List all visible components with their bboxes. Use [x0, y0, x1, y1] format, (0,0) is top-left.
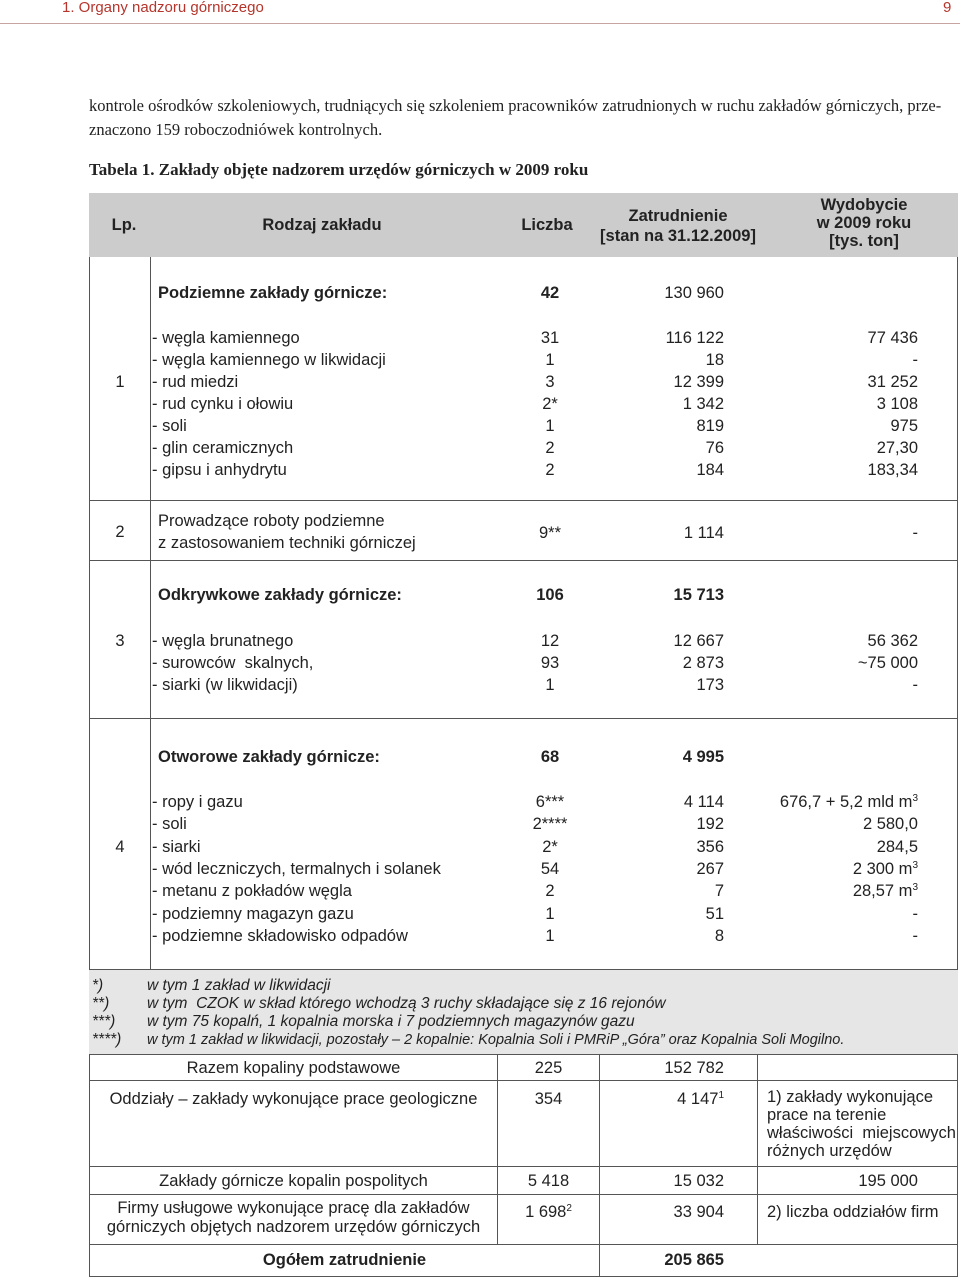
- group-1-employment: 130 960: [664, 284, 724, 302]
- table-row-count: 1: [545, 927, 555, 945]
- summary-geo-count: 354: [534, 1090, 563, 1108]
- table-row-employment: 1 342: [682, 395, 724, 413]
- table-row-count: 1: [545, 676, 555, 694]
- group-2-employment: 1 114: [683, 524, 724, 542]
- group-4-employment: 4 995: [682, 748, 724, 766]
- table-row-output: 56 362: [867, 632, 918, 650]
- table-row-count: 2: [545, 461, 555, 479]
- table-row-count: 54: [540, 860, 560, 878]
- running-header: [0, 0, 960, 24]
- table-row-label: - glin ceramicznych: [152, 439, 294, 457]
- lp-divider: [150, 257, 151, 970]
- table-row-output: 2 300 $m^3$: [852, 860, 918, 878]
- group-2-count: 9**: [538, 524, 562, 542]
- table-row-employment: 18: [705, 351, 724, 369]
- summary-total-label: Ogółem zatrudnienie: [262, 1251, 427, 1269]
- table-row-label: - rud cynku i ołowiu: [152, 395, 294, 413]
- table-row-employment: 2 873: [682, 654, 724, 672]
- table-row-label: - podziemny magazyn gazu: [152, 905, 354, 923]
- footnote-text: w tym 75 kopalń, 1 kopalnia morska i 7 podziemnych magazynów gazu: [147, 1013, 635, 1030]
- table-row-label: - siarki: [152, 838, 201, 856]
- table-row-output: 676,7 + 5,2 mld $m^3$: [779, 793, 918, 811]
- intro-paragraph: [89, 94, 951, 142]
- summary-common-output: 195 000: [858, 1172, 918, 1190]
- col-type: Rodzaj zakładu: [262, 216, 382, 234]
- table-row-output: 2 580,0: [862, 815, 918, 833]
- table-row-output: 284,5: [876, 838, 918, 856]
- table-row-output: 28,57 $m^3$: [852, 882, 918, 900]
- table-row-employment: 116 122: [665, 329, 724, 347]
- summary-row-divider: [89, 1244, 958, 1245]
- summary-basic-count: 225: [534, 1059, 563, 1077]
- group-4-heading: Otworowe zakłady górnicze:: [158, 748, 380, 766]
- summary-services-employment: 33 904: [673, 1203, 724, 1221]
- footnote-mark: ****): [92, 1031, 122, 1048]
- table-row-employment: 51: [705, 905, 724, 923]
- table-row-label: - soli: [152, 815, 187, 833]
- chapter-title: 1. Organy nadzoru górniczego: [62, 0, 264, 16]
- summary-geo-employment: 4 $147^1$: [677, 1090, 724, 1108]
- summary-basic-label: Razem kopaliny podstawowe: [186, 1059, 401, 1077]
- table-row-label: - węgla kamiennego w likwidacji: [152, 351, 386, 369]
- table-row-count: 31: [540, 329, 560, 347]
- table-row-label: - metanu z pokładów węgla: [152, 882, 352, 900]
- summary-services-note: 2) liczba oddziałów firm: [767, 1203, 939, 1221]
- table-row-label: - wód leczniczych, termalnych i solanek: [152, 860, 441, 878]
- summary-common-label: Zakłady górnicze kopalin pospolitych: [159, 1172, 428, 1190]
- table-row-employment: 819: [696, 417, 724, 435]
- table-row-count: 1: [545, 351, 555, 369]
- table-row-count: 3: [545, 373, 555, 391]
- table-border-right: [957, 257, 958, 970]
- summary-basic-employment: 152 782: [664, 1059, 724, 1077]
- summary-common-employment: 15 032: [673, 1172, 724, 1190]
- col-employment: Zatrudnienie [stan na 31.12.2009]: [600, 207, 756, 245]
- group-2-label-2: z zastosowaniem techniki górniczej: [158, 534, 416, 552]
- table-row-employment: 192: [696, 815, 724, 833]
- table-row-employment: 12 399: [673, 373, 724, 391]
- group-1-count: 42: [540, 284, 560, 302]
- group-2-lp: 2: [115, 523, 125, 541]
- table-row-output: -: [912, 927, 918, 945]
- page-number: 9: [943, 0, 952, 16]
- footnote-mark: **): [92, 995, 110, 1012]
- table-row-label: - węgla kamiennego: [152, 329, 300, 347]
- table-row-count: 6***: [535, 793, 565, 811]
- col-output: Wydobycie w 2009 roku [tys. ton]: [816, 196, 912, 250]
- group-2-label-1: Prowadzące roboty podziemne: [158, 512, 385, 530]
- table-row-label: - gipsu i anhydrytu: [152, 461, 287, 479]
- table-row-employment: 12 667: [673, 632, 724, 650]
- row-divider-1: [89, 500, 958, 501]
- header-rule: [0, 23, 960, 24]
- summary-services-label: Firmy usługowe wykonujące pracę dla zakładów górniczych objętych nadzorem urzędów górniczych: [106, 1199, 481, 1236]
- table-row-label: - węgla brunatnego: [152, 632, 294, 650]
- table-caption: Tabela 1. Zakłady objęte nadzorem urzędów górniczych w 2009 roku: [89, 160, 589, 179]
- table-row-count: 12: [540, 632, 560, 650]
- table-row-employment: 8: [714, 927, 724, 945]
- table-row-label: - ropy i gazu: [152, 793, 243, 811]
- col-lp: Lp.: [111, 216, 137, 234]
- footnote-text: w tym 1 zakład w likwidacji, pozostały – 2 kopalnie: Kopalnia Soli i PMRiP „Góra” oraz Kopalnia Soli Mogilno.: [147, 1032, 845, 1048]
- summary-geo-note: 1) zakłady wykonujące prace na terenie właściwości miejscowych różnych urzędów: [767, 1088, 956, 1160]
- table-row-employment: 76: [705, 439, 724, 457]
- group-2-output: -: [912, 524, 918, 542]
- table-row-count: 93: [540, 654, 560, 672]
- footnote-text: w tym 1 zakład w likwidacji: [147, 977, 331, 994]
- summary-row-divider: [89, 1080, 958, 1081]
- table-row-output: 31 252: [867, 373, 918, 391]
- summary-row-divider: [89, 1276, 958, 1277]
- group-4-lp: 4: [115, 838, 125, 856]
- table-row-output: 975: [890, 417, 918, 435]
- table-row-label: - soli: [152, 417, 187, 435]
- table-row-employment: 356: [696, 838, 724, 856]
- table-row-employment: 4 114: [683, 793, 724, 811]
- group-3-lp: 3: [115, 632, 125, 650]
- table-row-count: 1: [545, 417, 555, 435]
- table-row-output: 3 108: [876, 395, 918, 413]
- footnote-mark: ***): [92, 1013, 116, 1030]
- intro-line-1: kontrole ośrodków szkoleniowych, trudniących się szkoleniem pracowników zatrudnionych w ruchu zakładów górniczych, prze-: [89, 96, 942, 115]
- group-3-employment: 15 713: [673, 586, 724, 604]
- group-1-lp: 1: [115, 373, 125, 391]
- row-divider-3: [89, 718, 958, 719]
- table-row-count: 2****: [532, 815, 568, 833]
- intro-line-2: znaczono 159 roboczodniówek kontrolnych.: [89, 120, 383, 139]
- table-row-output: 183,34: [867, 461, 918, 479]
- table-row-employment: 184: [696, 461, 724, 479]
- table-row-count: 2: [545, 882, 555, 900]
- footnote-mark: *): [92, 977, 104, 994]
- table-row-output: 77 436: [867, 329, 918, 347]
- summary-total-employment: 205 865: [664, 1251, 724, 1269]
- table-row-count: 1: [545, 905, 555, 923]
- row-divider-2: [89, 560, 958, 561]
- footnotes-divider: [89, 1054, 958, 1055]
- table-row-label: - siarki (w likwidacji): [152, 676, 298, 694]
- table-row-employment: 7: [714, 882, 724, 900]
- summary-row-divider: [89, 1194, 958, 1195]
- group-1-heading: Podziemne zakłady górnicze:: [158, 284, 388, 302]
- table-border-left: [89, 257, 90, 970]
- summary-row-divider: [89, 1166, 958, 1167]
- table-row-output: -: [912, 905, 918, 923]
- table-row-label: - podziemne składowisko odpadów: [152, 927, 408, 945]
- table-row-output: -: [912, 351, 918, 369]
- group-4-count: 68: [540, 748, 560, 766]
- table-row-label: - surowców skalnych,: [152, 654, 314, 672]
- table-row-output: 27,30: [876, 439, 918, 457]
- col-count: Liczba: [521, 216, 573, 234]
- footnote-text: w tym CZOK w skład którego wchodzą 3 ruchy składające się z 16 rejonów: [147, 995, 666, 1012]
- table-row-label: - rud miedzi: [152, 373, 239, 391]
- table-row-employment: 173: [696, 676, 724, 694]
- group-3-count: 106: [536, 586, 564, 604]
- group-3-heading: Odkrywkowe zakłady górnicze:: [158, 586, 402, 604]
- table-row-count: 2: [545, 439, 555, 457]
- summary-col-divider-3: [757, 1055, 758, 1244]
- table-row-count: 2*: [542, 838, 558, 856]
- summary-geo-label: Oddziały – zakłady wykonujące prace geologiczne: [109, 1090, 478, 1108]
- table-row-output: -: [912, 676, 918, 694]
- summary-services-count: 1 $698^2$: [525, 1203, 572, 1221]
- summary-common-count: 5 418: [527, 1172, 570, 1190]
- table-row-employment: 267: [696, 860, 724, 878]
- table-row-output: ~75 000: [857, 654, 918, 672]
- table-row-count: 2*: [542, 395, 558, 413]
